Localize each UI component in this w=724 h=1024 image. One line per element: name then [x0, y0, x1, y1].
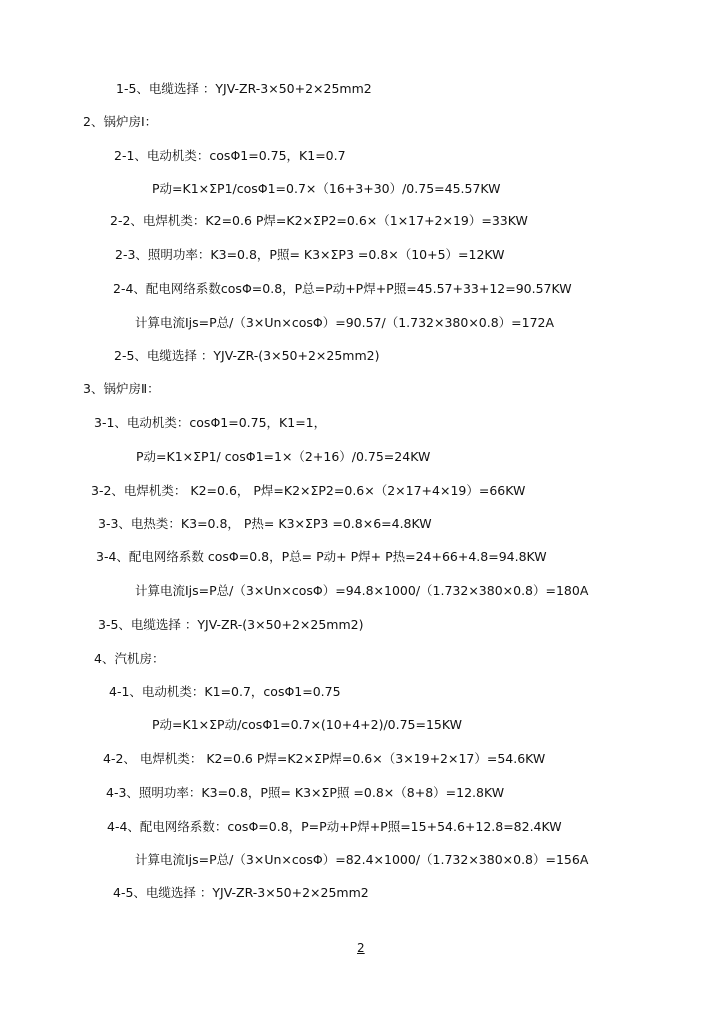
text-line: 2-3、照明功率：K3=0.8，P照= K3×ΣP3 =0.8×（10+5）=12KW: [115, 247, 505, 262]
text-line: 4-3、照明功率：K3=0.8，P照= K3×ΣP照 =0.8×（8+8）=12.8KW: [106, 785, 505, 800]
formula-line: P动=K1×ΣP动/cosΦ1=0.7×(10+4+2)/0.75=15KW: [152, 717, 462, 732]
text-line: 3-5、电缆选择 ：YJV-ZR-(3×50+2×25mm2): [98, 617, 364, 632]
text-line: 1-5、电缆选择 ：YJV-ZR-3×50+2×25mm2: [116, 81, 372, 96]
text-line: 3-2、电焊机类： K2=0.6， P焊=K2×ΣP2=0.6×（2×17+4×19）=66KW: [91, 483, 526, 498]
text-line: 2-1、电动机类：cosΦ1=0.75，K1=0.7: [114, 148, 346, 163]
text-line: 3-1、电动机类：cosΦ1=0.75，K1=1，: [94, 415, 327, 430]
section-heading: 2、锅炉房Ⅰ：: [83, 114, 158, 129]
formula-line: 计算电流Ijs=P总/（3×Un×cosΦ）=94.8×1000/（1.732×380×0.8）=180A: [135, 583, 589, 598]
formula-line: P动=K1×ΣP1/ cosΦ1=1×（2+16）/0.75=24KW: [136, 449, 431, 464]
formula-line: P动=K1×ΣP1/cosΦ1=0.7×（16+3+30）/0.75=45.57KW: [152, 181, 501, 196]
text-line: 2-5、电缆选择 ：YJV-ZR-(3×50+2×25mm2): [114, 348, 380, 363]
text-line: 2-4、配电网络系数cosΦ=0.8，P总=P动+P焊+P照=45.57+33+12=90.57KW: [113, 281, 572, 296]
text-line: 4-5、电缆选择 ：YJV-ZR-3×50+2×25mm2: [113, 885, 369, 900]
formula-line: 计算电流Ijs=P总/（3×Un×cosΦ）=90.57/（1.732×380×0.8）=172A: [135, 315, 555, 330]
section-heading: 3、锅炉房Ⅱ：: [83, 381, 160, 396]
text-line: 2-2、电焊机类：K2=0.6 P焊=K2×ΣP2=0.6×（1×17+2×19）=33KW: [110, 213, 528, 228]
text-line: 4-4、配电网络系数：cosΦ=0.8，P=P动+P焊+P照=15+54.6+12.8=82.4KW: [107, 819, 562, 834]
text-line: 4-1、电动机类：K1=0.7，cosΦ1=0.75: [109, 684, 341, 699]
text-line: 4-2、 电焊机类： K2=0.6 P焊=K2×ΣP焊=0.6×（3×19+2×17）=54.6KW: [103, 751, 546, 766]
text-line: 3-3、电热类：K3=0.8， P热= K3×ΣP3 =0.8×6=4.8KW: [98, 516, 432, 531]
formula-line: 计算电流Ijs=P总/（3×Un×cosΦ）=82.4×1000/（1.732×380×0.8）=156A: [135, 852, 589, 867]
page-number: 2: [357, 941, 365, 955]
text-line: 3-4、配电网络系数 cosΦ=0.8，P总= P动+ P焊+ P热=24+66+4.8=94.8KW: [96, 549, 547, 564]
section-heading: 4、汽机房：: [94, 651, 165, 666]
